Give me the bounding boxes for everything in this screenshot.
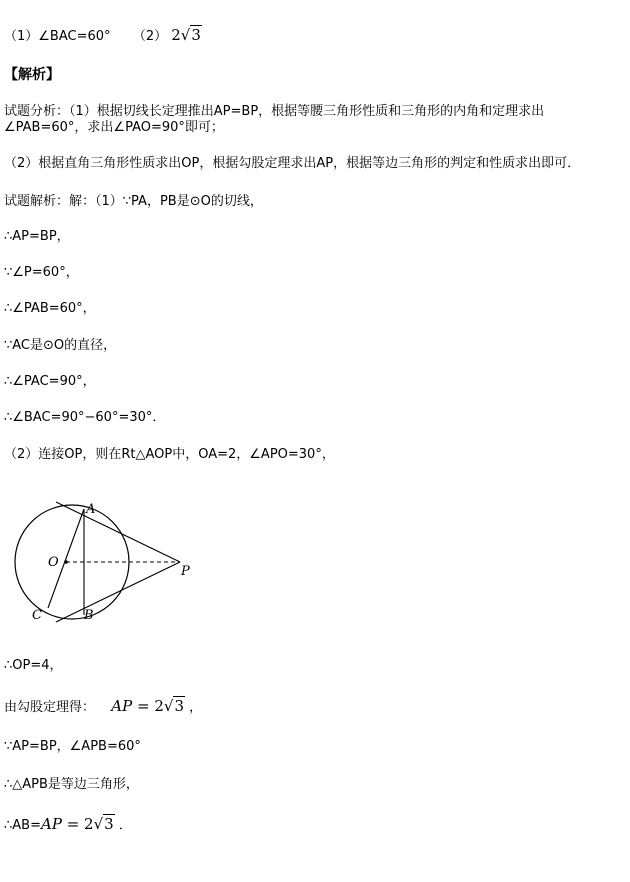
solution-line: ∴∠BAC=90°−60°=30°． bbox=[4, 410, 166, 425]
section-title: 【解析】 bbox=[4, 67, 60, 83]
pythagoras-suffix: ， bbox=[189, 700, 203, 715]
solution-line: ∴∠PAC=90°， bbox=[4, 374, 96, 389]
label-a: A bbox=[86, 502, 96, 517]
solution-line: ∵AP=BP，∠APB=60° bbox=[4, 739, 141, 754]
answer-part1: （1）∠BAC=60° bbox=[4, 29, 111, 44]
solution-line: 试题解析：解：（1）∵PA，PB是⊙O的切线， bbox=[4, 194, 263, 209]
pythagoras-prefix: 由勾股定理得： bbox=[4, 700, 96, 715]
solution-line: ∴∠PAB=60°， bbox=[4, 301, 96, 316]
label-o: O bbox=[48, 555, 59, 570]
pythagoras-lhs: AP bbox=[111, 697, 133, 715]
label-p: P bbox=[181, 564, 190, 579]
pythagoras-line bbox=[4, 698, 202, 716]
answer-part2-prefix: （2） bbox=[132, 29, 168, 44]
solution-line: ∴OP=4， bbox=[4, 658, 63, 673]
ab-prefix: ∴AB= bbox=[4, 818, 41, 833]
answer-line bbox=[4, 27, 202, 45]
ab-rhs: = 2√3 bbox=[61, 815, 114, 833]
analysis-part2: （2）根据直角三角形性质求出OP，根据勾股定理求出AP，根据等边三角形的判定和性质求出即可． bbox=[4, 156, 581, 171]
solution-line: ∴△APB是等边三角形， bbox=[4, 777, 139, 792]
ab-suffix: ． bbox=[118, 818, 132, 833]
ab-lhs: AP bbox=[40, 815, 62, 833]
ab-line bbox=[4, 816, 132, 834]
center-dot bbox=[64, 560, 68, 564]
geometry-diagram bbox=[4, 492, 204, 627]
analysis-part1: 试题分析：（1）根据切线长定理推出AP=BP，根据等腰三角形性质和三角形的内角和定理求出∠PAB=60°，求出∠PAO=90°即可； bbox=[4, 104, 545, 135]
tangent-pa bbox=[56, 502, 180, 562]
solution-line: （2）连接OP，则在Rt△AOP中，OA=2，∠APO=30°， bbox=[4, 447, 335, 462]
answer-part2-value: 2√3 bbox=[171, 26, 201, 44]
solution-line: ∵∠P=60°， bbox=[4, 265, 79, 280]
solution-line: ∵AC是⊙O的直径， bbox=[4, 338, 117, 353]
label-c: C bbox=[32, 608, 42, 623]
tangent-pb bbox=[56, 562, 180, 622]
pythagoras-rhs: = 2√3 bbox=[132, 697, 184, 715]
label-b: B bbox=[84, 608, 94, 623]
solution-line: ∴AP=BP， bbox=[4, 229, 70, 244]
